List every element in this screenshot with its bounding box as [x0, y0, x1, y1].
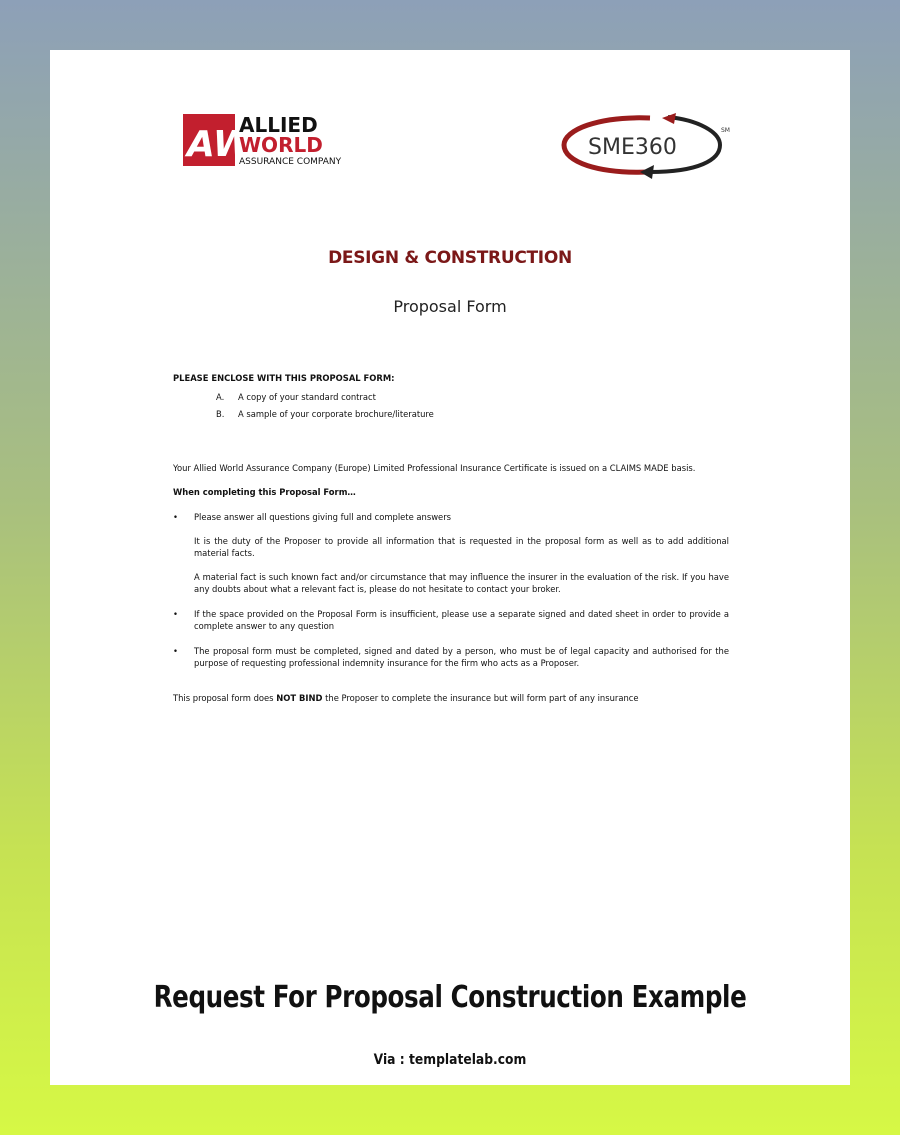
logo-tm: SM — [721, 127, 730, 134]
enclose-heading: PLEASE ENCLOSE WITH THIS PROPOSAL FORM: — [173, 373, 395, 383]
logo-line-3: ASSURANCE COMPANY — [239, 157, 342, 167]
source-credit: Via : templatelab.com — [373, 1052, 527, 1068]
enclose-item-letter: B. — [216, 409, 225, 419]
certificate-note: Your Allied World Assurance Company (Europe) Limited Professional Insurance Certificate is issued on a CLAIMS MADE basis. — [173, 463, 696, 473]
enclose-item-text: A sample of your corporate brochure/literature — [238, 409, 434, 419]
enclose-item-a — [216, 391, 376, 403]
not-bind-note — [173, 692, 729, 704]
not-bind-prefix: This proposal form does — [173, 693, 277, 703]
allied-world-logo — [183, 112, 358, 172]
document-title: DESIGN & CONSTRUCTION — [328, 248, 572, 268]
caption-title: Request For Proposal Construction Example — [153, 980, 747, 1015]
logo-arrow-bottom — [640, 165, 654, 179]
bullet-mark: • — [173, 512, 178, 522]
logo-line-1: ALLIED — [239, 113, 318, 137]
logo-line-2: WORLD — [239, 133, 323, 157]
enclose-item-letter: A. — [216, 392, 225, 402]
logo-mark-text: AW — [187, 124, 253, 165]
bullet-mark: • — [173, 609, 178, 619]
document-subtitle: Proposal Form — [393, 297, 507, 316]
sme360-logo — [558, 110, 738, 180]
bullet-mark: • — [173, 646, 178, 656]
logo-text: SME360 — [588, 135, 677, 160]
document-card — [50, 50, 850, 1085]
not-bind-suffix: the Proposer to complete the insurance but will form part of any insurance — [322, 693, 639, 703]
logo-arrow-top — [662, 113, 676, 124]
bullet-answer-questions: Please answer all questions giving full and complete answers — [194, 512, 452, 522]
proposal-form-page — [50, 50, 850, 950]
bullet-space-insufficient: If the space provided on the Proposal Form is insufficient, please use a separate signed and dated sheet in order to provide a complete answer to any question — [194, 609, 729, 631]
enclose-item-text: A copy of your standard contract — [238, 392, 376, 402]
completing-heading: When completing this Proposal Form… — [173, 487, 356, 497]
not-bind-emphasis: NOT BIND — [276, 693, 323, 703]
material-fact-paragraph: A material fact is such known fact and/or circumstance that may influence the insurer in the evaluation of the risk. If you have any doubts about what a relevant fact is, please do not hesitate to contact your broker. — [194, 572, 729, 594]
bullet-signed-completed: The proposal form must be completed, signed and dated by a person, who must be of legal capacity and authorised for the purpose of requesting professional indemnity insurance for the firm who acts as a Proposer. — [194, 646, 729, 668]
duty-paragraph: It is the duty of the Proposer to provide all information that is requested in the proposal form as well as to add additional material facts. — [194, 536, 729, 558]
enclose-item-b — [216, 408, 434, 420]
